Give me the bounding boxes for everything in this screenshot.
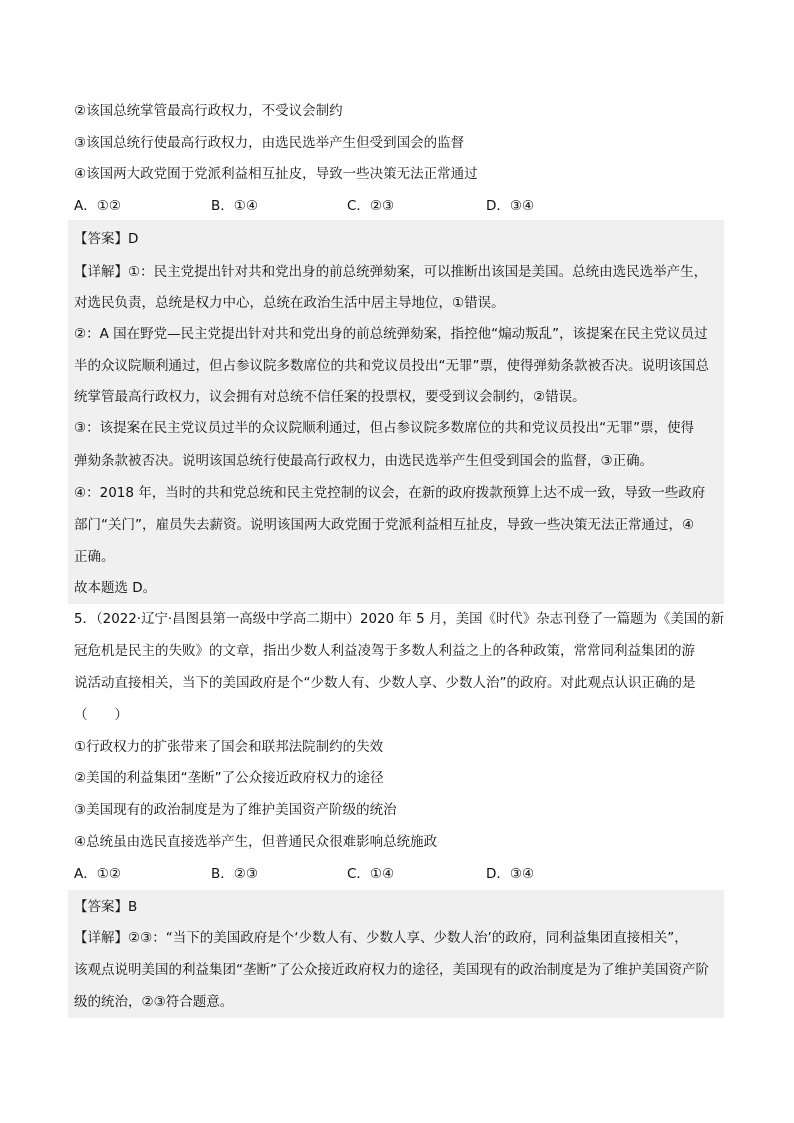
q5-options bbox=[74, 864, 634, 884]
q4-statement-4: ④该国两大政党囿于党派利益相互扯皮，导致一些决策无法正常通过 bbox=[74, 166, 478, 182]
q5-detail-line-3: 级的统治，②③符合题意。 bbox=[74, 994, 234, 1010]
q5-option-a[interactable]: A．①② bbox=[74, 866, 121, 882]
q4-detail-line-11: 故本题选 D。 bbox=[74, 580, 157, 596]
q4-options bbox=[74, 196, 634, 216]
q5-stem-line-2: 冠危机是民主的失败》的文章，指出少数人利益凌驾于多数人利益之上的各种政策，常常同利益集团的游 bbox=[74, 643, 695, 659]
q4-option-d[interactable]: D．③④ bbox=[486, 198, 535, 214]
q5-option-d[interactable]: D．③④ bbox=[486, 866, 535, 882]
q4-detail-line-1: 【详解】①：民主党提出针对共和党出身的前总统弹劾案，可以推断出该国是美国。总统由选民选举产生， bbox=[74, 264, 708, 280]
q5-stem-line-1: 5．（2022·辽宁·昌图县第一高级中学高二期中）2020 年 5 月，美国《时代》杂志刊登了一篇题为《美国的新 bbox=[74, 611, 725, 627]
q5-stem-line-3: 说活动直接相关，当下的美国政府是个“少数人有、少数人享、少数人治”的政府。对此观点认识正确的是 bbox=[74, 675, 696, 691]
q4-detail-line-10: 正确。 bbox=[74, 549, 115, 565]
q5-statement-3: ③美国现有的政治制度是为了维护美国资产阶级的统治 bbox=[74, 802, 397, 818]
q5-stem-blank: （ ） bbox=[74, 707, 128, 723]
q4-option-a[interactable]: A．①② bbox=[74, 198, 121, 214]
q4-detail-line-5: 统掌管最高行政权力，议会拥有对总统不信任案的投票权，要受到议会制约，②错误。 bbox=[74, 389, 586, 405]
q5-option-b[interactable]: B．②③ bbox=[211, 866, 258, 882]
q4-detail-line-7: 弹劾条款被否决。说明该国总统行使最高行政权力，由选民选举产生但受到国会的监督，③正确。 bbox=[74, 453, 654, 469]
q5-statement-1: ①行政权力的扩张带来了国会和联邦法院制约的失效 bbox=[74, 739, 384, 755]
q4-statement-3: ③该国总统行使最高行政权力，由选民选举产生但受到国会的监督 bbox=[74, 135, 465, 151]
q5-detail-line-1: 【详解】②③：“当下的美国政府是个‘少数人有、少数人享、少数人治’的政府，同利益集团直接相关”， bbox=[74, 930, 688, 946]
q5-option-c[interactable]: C．①④ bbox=[347, 866, 395, 882]
q4-detail-line-6: ③：该提案在民主党议员过半的众议院顺利通过，但占参议院多数席位的共和党议员投出“无罪”票，使得 bbox=[74, 420, 695, 436]
q4-detail-line-9: 部门“关门”，雇员失去薪资。说明该国两大政党囿于党派利益相互扯皮，导致一些决策无法正常通过，④ bbox=[74, 517, 695, 533]
q5-statement-2: ②美国的利益集团“垄断”了公众接近政府权力的途径 bbox=[74, 770, 384, 786]
q4-statement-2: ②该国总统掌管最高行政权力，不受议会制约 bbox=[74, 103, 343, 119]
q4-detail-line-3: ②：A 国在野党—民主党提出针对共和党出身的前总统弹劾案，指控他“煽动叛乱”，该提案在民主党议员过 bbox=[74, 326, 708, 342]
q4-answer: 【答案】D bbox=[74, 231, 139, 247]
q4-detail-line-4: 半的众议院顺利通过，但占参议院多数席位的共和党议员投出“无罪”票，使得弹劾条款被否决。说明该国总 bbox=[74, 358, 709, 374]
q5-answer: 【答案】B bbox=[74, 899, 138, 915]
q4-detail-line-2: 对选民负责，总统是权力中心，总统在政治生活中居主导地位，①错误。 bbox=[74, 295, 505, 311]
q5-statement-4: ④总统虽由选民直接选举产生，但普通民众很难影响总统施政 bbox=[74, 834, 438, 850]
q4-option-b[interactable]: B．①④ bbox=[211, 198, 258, 214]
q4-option-c[interactable]: C．②③ bbox=[347, 198, 395, 214]
q5-detail-line-2: 该观点说明美国的利益集团“垄断”了公众接近政府权力的途径，美国现有的政治制度是为了维护美国资产阶 bbox=[74, 962, 709, 978]
q4-detail-line-8: ④：2018 年，当时的共和党总统和民主党控制的议会，在新的政府拨款预算上达不成一致，导致一些政府 bbox=[74, 485, 706, 501]
